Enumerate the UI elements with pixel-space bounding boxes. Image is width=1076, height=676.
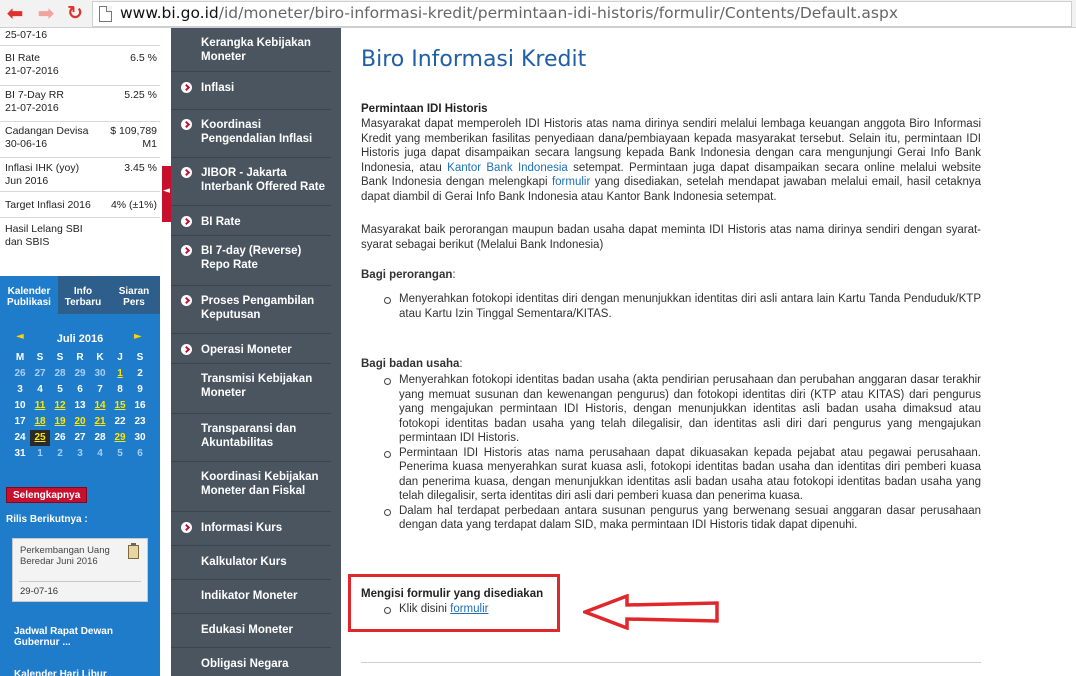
rate-value: 6.5 % [130,52,157,64]
calendar-day: 30 [134,432,146,443]
calendar-day-event[interactable]: 14 [94,400,106,411]
calendar-day: 26 [54,432,66,443]
weekday-header: J [117,352,123,363]
browser-toolbar [0,0,1076,28]
calendar-day: 5 [57,384,63,395]
collapse-arrow-icon: ◄ [163,186,170,196]
chevron-right-icon [181,295,192,306]
release-card[interactable] [12,538,148,602]
back-arrow-icon[interactable]: ⬅ [6,1,24,25]
menu-item[interactable] [171,206,331,236]
calendar-day-event[interactable]: 11 [34,400,46,411]
calendar-day: 5 [117,448,123,459]
chevron-right-icon [181,167,192,178]
calendar-day: 26 [14,368,26,379]
calendar-day: 2 [57,448,63,459]
menu-item[interactable] [171,364,331,414]
badan-usaha-heading: Bagi badan usaha [361,358,460,370]
menu-item-label: BI Rate [201,216,241,228]
menu-item[interactable] [171,414,331,462]
menu-item[interactable] [171,462,331,512]
tab-label: Pers [123,297,145,308]
calendar-day-event[interactable]: 19 [54,416,66,427]
menu-item[interactable] [171,580,331,614]
rate-unit: M1 [142,138,157,150]
section-menu [171,28,341,676]
form-heading: Mengisi formulir yang disediakan [361,588,544,600]
tab-label: Publikasi [7,297,51,308]
calendar-week-row [10,446,150,462]
menu-item[interactable] [171,546,331,580]
menu-item[interactable] [171,512,331,546]
release-date: 29-07-16 [20,586,59,597]
calendar-grid [10,350,150,462]
calendar-panel [0,276,160,676]
menu-item[interactable] [171,334,331,364]
highlight-box [348,574,560,632]
rate-value: 4% (±1%) [110,199,157,211]
heading-colon: : [452,269,456,281]
calendar-day: 4 [37,384,43,395]
menu-item-label: BI 7-day (Reverse) Repo Rate [201,245,302,271]
calendar-day: 23 [134,416,146,427]
rate-name: Hasil Lelang SBI [5,223,83,235]
main-content [341,28,1076,676]
calendar-day-event[interactable]: 18 [34,416,46,427]
reload-icon[interactable]: ↻ [67,2,83,24]
perorangan-heading-line [361,268,981,283]
chevron-right-icon [181,245,192,256]
badan-usaha-list [381,373,981,533]
calendar-day: 6 [77,384,83,395]
rate-name: BI 7-Day RR [5,89,64,101]
menu-item-label: Obligasi Negara [201,658,289,670]
menu-item-label: Indikator Moneter [201,590,298,602]
chevron-right-icon [181,82,192,93]
left-arrow-annotation-icon [583,594,721,630]
rate-row-inflasi[interactable] [0,158,160,192]
rate-row-lelang[interactable] [0,218,160,254]
address-bar[interactable] [92,1,1072,27]
requirements-paragraph: Masyarakat baik perorangan maupun badan usaha dapat meminta IDI Historis atas nama dirinya sendiri dengan syarat-syarat sebagai berikut (Melalui Bank Indonesia) [361,224,981,251]
tab-info-terbaru[interactable] [58,276,108,314]
calendar-week-row [10,430,150,446]
calendar-week-row [10,398,150,414]
calendar-week-row [10,382,150,398]
calendar-month: Juli 2016 [56,333,104,345]
calendar-header-row [10,350,150,366]
chevron-right-icon [181,522,192,533]
rate-name: Cadangan Devisa [5,125,89,137]
calendar-day: 16 [134,400,146,411]
calendar-day-event[interactable]: 15 [114,400,126,411]
menu-item[interactable] [171,28,331,72]
calendar-day-event[interactable]: 29 [114,432,126,443]
chevron-right-icon [181,119,192,130]
paragraph-text: Masyarakat dapat memperoleh IDI Historis atas nama dirinya sendiri melalui lembaga keuangan anggota Biro Informasi Kredit yang memberikan fasilitas penyediaan dana/pembiayaan kepada masyarakat tersebut. Selain itu, permintaan IDI Historis juga dapat disampaikan secara langsung kepada Bank Indonesia dengan cara mengunjungi Gerai Info Bank Indonesia, atau [361,118,981,174]
menu-item-label: Edukasi Moneter [201,624,294,636]
list-item: Permintaan IDI Historis atas nama perusahaan dapat dikuasakan kepada pejabat atau pegawai perusahaan. Penerima kuasa menyerahkan surat kuasa asli, fotokopi identitas badan usaha dan identitas diri pemberi kuasa dan penerima kuasa, dengan menunjukkan identitas asli badan usaha atau fotokopi identitas badan usaha yang telah dilegalisir, serta identitas diri asli dari pemberi kuasa dan penerima kuasa. [381,446,981,504]
calendar-day: 17 [14,416,26,427]
chevron-right-icon [181,344,192,355]
calendar-day: 8 [117,384,123,395]
menu-item-label: Kerangka Kebijakan Moneter [201,37,311,63]
badan-heading-line [361,357,981,372]
url-text[interactable] [120,4,898,22]
tab-label: Info [73,286,93,297]
menu-item-label: Informasi Kurs [201,522,283,534]
list-item: Menyerahkan fotokopi identitas diri dengan menunjukkan identitas diri asli antara lain Kartu Tanda Penduduk/KTP atau Kartu Izin Tinggal Sementara/KITAS. [381,292,981,321]
calendar-day: 30 [94,368,106,379]
menu-item-label: Operasi Moneter [201,344,292,356]
divider [19,581,141,582]
calendar-day: 3 [77,448,83,459]
perorangan-heading: Bagi perorangan [361,269,453,281]
menu-item[interactable] [171,648,331,676]
calendar-day: 24 [14,432,26,443]
rate-name: BI Rate [5,52,41,64]
rate-row-target-inflasi[interactable] [0,192,160,218]
chevron-right-icon [181,216,192,227]
calendar-day-event[interactable]: 1 [117,368,123,379]
rate-date: Jun 2016 [5,175,49,187]
calendar-day-event[interactable]: 21 [94,416,106,427]
rate-value: $ 109,789 [110,125,157,137]
next-month-icon[interactable]: ► [134,331,142,342]
paragraph-text: yang disediakan, setelah mendapat jawaban melalui email, hasil cetaknya dapat diambil di Gerai Info Bank Indonesia atau Kantor Bank Indonesia setempat. [361,176,981,203]
menu-item-label: Koordinasi Pengendalian Inflasi [201,119,313,145]
collapse-sidebar-button[interactable] [162,166,171,222]
tab-label: Terbaru [64,297,102,308]
divider [361,662,981,663]
page-title: Biro Informasi Kredit [361,47,587,72]
rate-value: 5.25 % [124,89,157,101]
formulir-link[interactable]: formulir [551,176,591,188]
rate-date: 30-06-16 [5,138,48,150]
tab-kalender-publikasi[interactable] [0,276,58,314]
calendar-day: 13 [74,400,86,411]
weekday-header: M [15,352,25,363]
menu-item-label: Transparansi dan Akuntabilitas [201,423,297,449]
tab-label: Kalender [7,286,51,297]
menu-item[interactable] [171,110,331,158]
weekday-header: R [76,352,84,363]
calendar-day: 29 [74,368,86,379]
tab-label: Siaran [118,286,150,297]
menu-item-label: Proses Pengambilan Keputusan [201,295,315,321]
rate-row-bi-7day[interactable] [0,86,160,122]
next-release-label: Rilis Berikutnya : [6,514,88,525]
rate-name: Inflasi IHK (yoy) [5,162,80,174]
list-item: Menyerahkan fotokopi identitas badan usaha (akta pendirian perusahaan dan perubahan anggaran dasar terakhir yang memuat susunan dan kewenangan pengurus) dan fotokopi identitas diri (KTP atau KITAS) dari pengurus yang mengajukan permintaan IDI Historis, dengan menunjukkan identitas asli badan usaha dimaksud atau fotokopi identitas badan usaha yang telah dilegalisir, dan identitas asli diri dari pengurus yang mengajukan permintaan IDI Historis. [381,373,981,446]
menu-item-label: Inflasi [201,82,235,94]
menu-item[interactable] [171,286,331,334]
calendar-day: 9 [137,384,143,395]
menu-item[interactable] [171,72,331,110]
calendar-week-row [10,414,150,430]
calendar-day: 2 [137,368,143,379]
intro-paragraph [361,117,981,204]
kantor-bank-indonesia-link[interactable]: Kantor Bank Indonesia [447,161,568,174]
calendar-day: 3 [17,384,23,395]
calendar-day: 10 [14,400,26,411]
weekday-header: K [96,352,104,363]
release-title: Perkembangan Uang Beredar Juni 2016 [20,545,110,567]
list-item: Dalam hal terdapat perbedaan antara susunan pengurus yang berwenang sesuai anggaran dasar perusahaan dengan data yang terdapat dalam SID, maka permintaan IDI Historis tidak dapat dipenuhi. [381,504,981,533]
menu-item-label: Koordinasi Kebijakan Moneter dan Fiskal [201,471,319,497]
menu-item-label: JIBOR - Jakarta Interbank Offered Rate [201,167,325,193]
menu-item-label: Transmisi Kebijakan Moneter [201,373,313,399]
page-icon [99,6,112,22]
rate-row-cadangan-devisa[interactable] [0,122,160,158]
forward-arrow-icon[interactable]: ➡ [37,1,55,25]
url-host: www.bi.go.id [120,4,219,22]
selengkapnya-button[interactable]: Selengkapnya [6,487,87,503]
clipboard-icon [128,545,139,559]
calendar-day: 6 [137,448,143,459]
kalender-hari-libur-link[interactable]: Kalender Hari Libur [14,669,107,676]
rate-row-bi-rate[interactable] [0,46,160,86]
calendar-day-event[interactable]: 25 [30,430,50,446]
menu-item[interactable] [171,236,331,286]
calendar-day: 28 [54,368,66,379]
jadwal-rapat-link[interactable]: Jadwal Rapat Dewan Gubernur ... [14,626,113,648]
menu-item[interactable] [171,614,331,648]
calendar-day: 4 [97,448,103,459]
calendar-day: 28 [94,432,106,443]
rate-row [0,22,160,46]
form-item-text: Klik disini [399,603,451,615]
calendar-day: 27 [74,432,86,443]
section-heading: Permintaan IDI Historis [361,103,488,115]
weekday-header: S [56,352,64,363]
menu-item-label: Kalkulator Kurs [201,556,287,568]
heading-colon: : [459,358,463,370]
prev-month-icon[interactable]: ◄ [16,331,24,342]
url-path: /id/moneter/biro-informasi-kredit/permintaan-idi-historis/formulir/Contents/Default.aspx [218,4,898,22]
calendar-day: 27 [34,368,46,379]
formulir-link-bottom[interactable]: formulir [450,603,489,615]
perorangan-list [381,292,981,321]
paragraph-text: setempat. Permintaan juga dapat disampaikan secara online melalui website Bank Indonesia dengan melengkapi [361,161,982,188]
rate-value: 3.45 % [124,162,157,174]
calendar-day: 7 [97,384,103,395]
rate-date: 25-07-16 [5,29,48,41]
rate-date: 21-07-2016 [5,65,59,77]
calendar-day-event[interactable]: 20 [74,416,86,427]
weekday-header: S [136,352,144,363]
calendar-tabs [0,276,160,314]
rate-name: Target Inflasi 2016 [5,199,91,211]
rate-date: dan SBIS [5,236,50,248]
rate-date: 21-07-2016 [5,102,59,114]
weekday-header: S [36,352,44,363]
calendar-day-event[interactable]: 12 [54,400,66,411]
left-sidebar [0,28,160,676]
calendar-day: 1 [37,448,43,459]
menu-item[interactable] [171,158,331,206]
calendar-week-row [10,366,150,382]
calendar-day: 22 [114,416,126,427]
tab-siaran-pers[interactable] [108,276,160,314]
calendar-day: 31 [14,448,26,459]
